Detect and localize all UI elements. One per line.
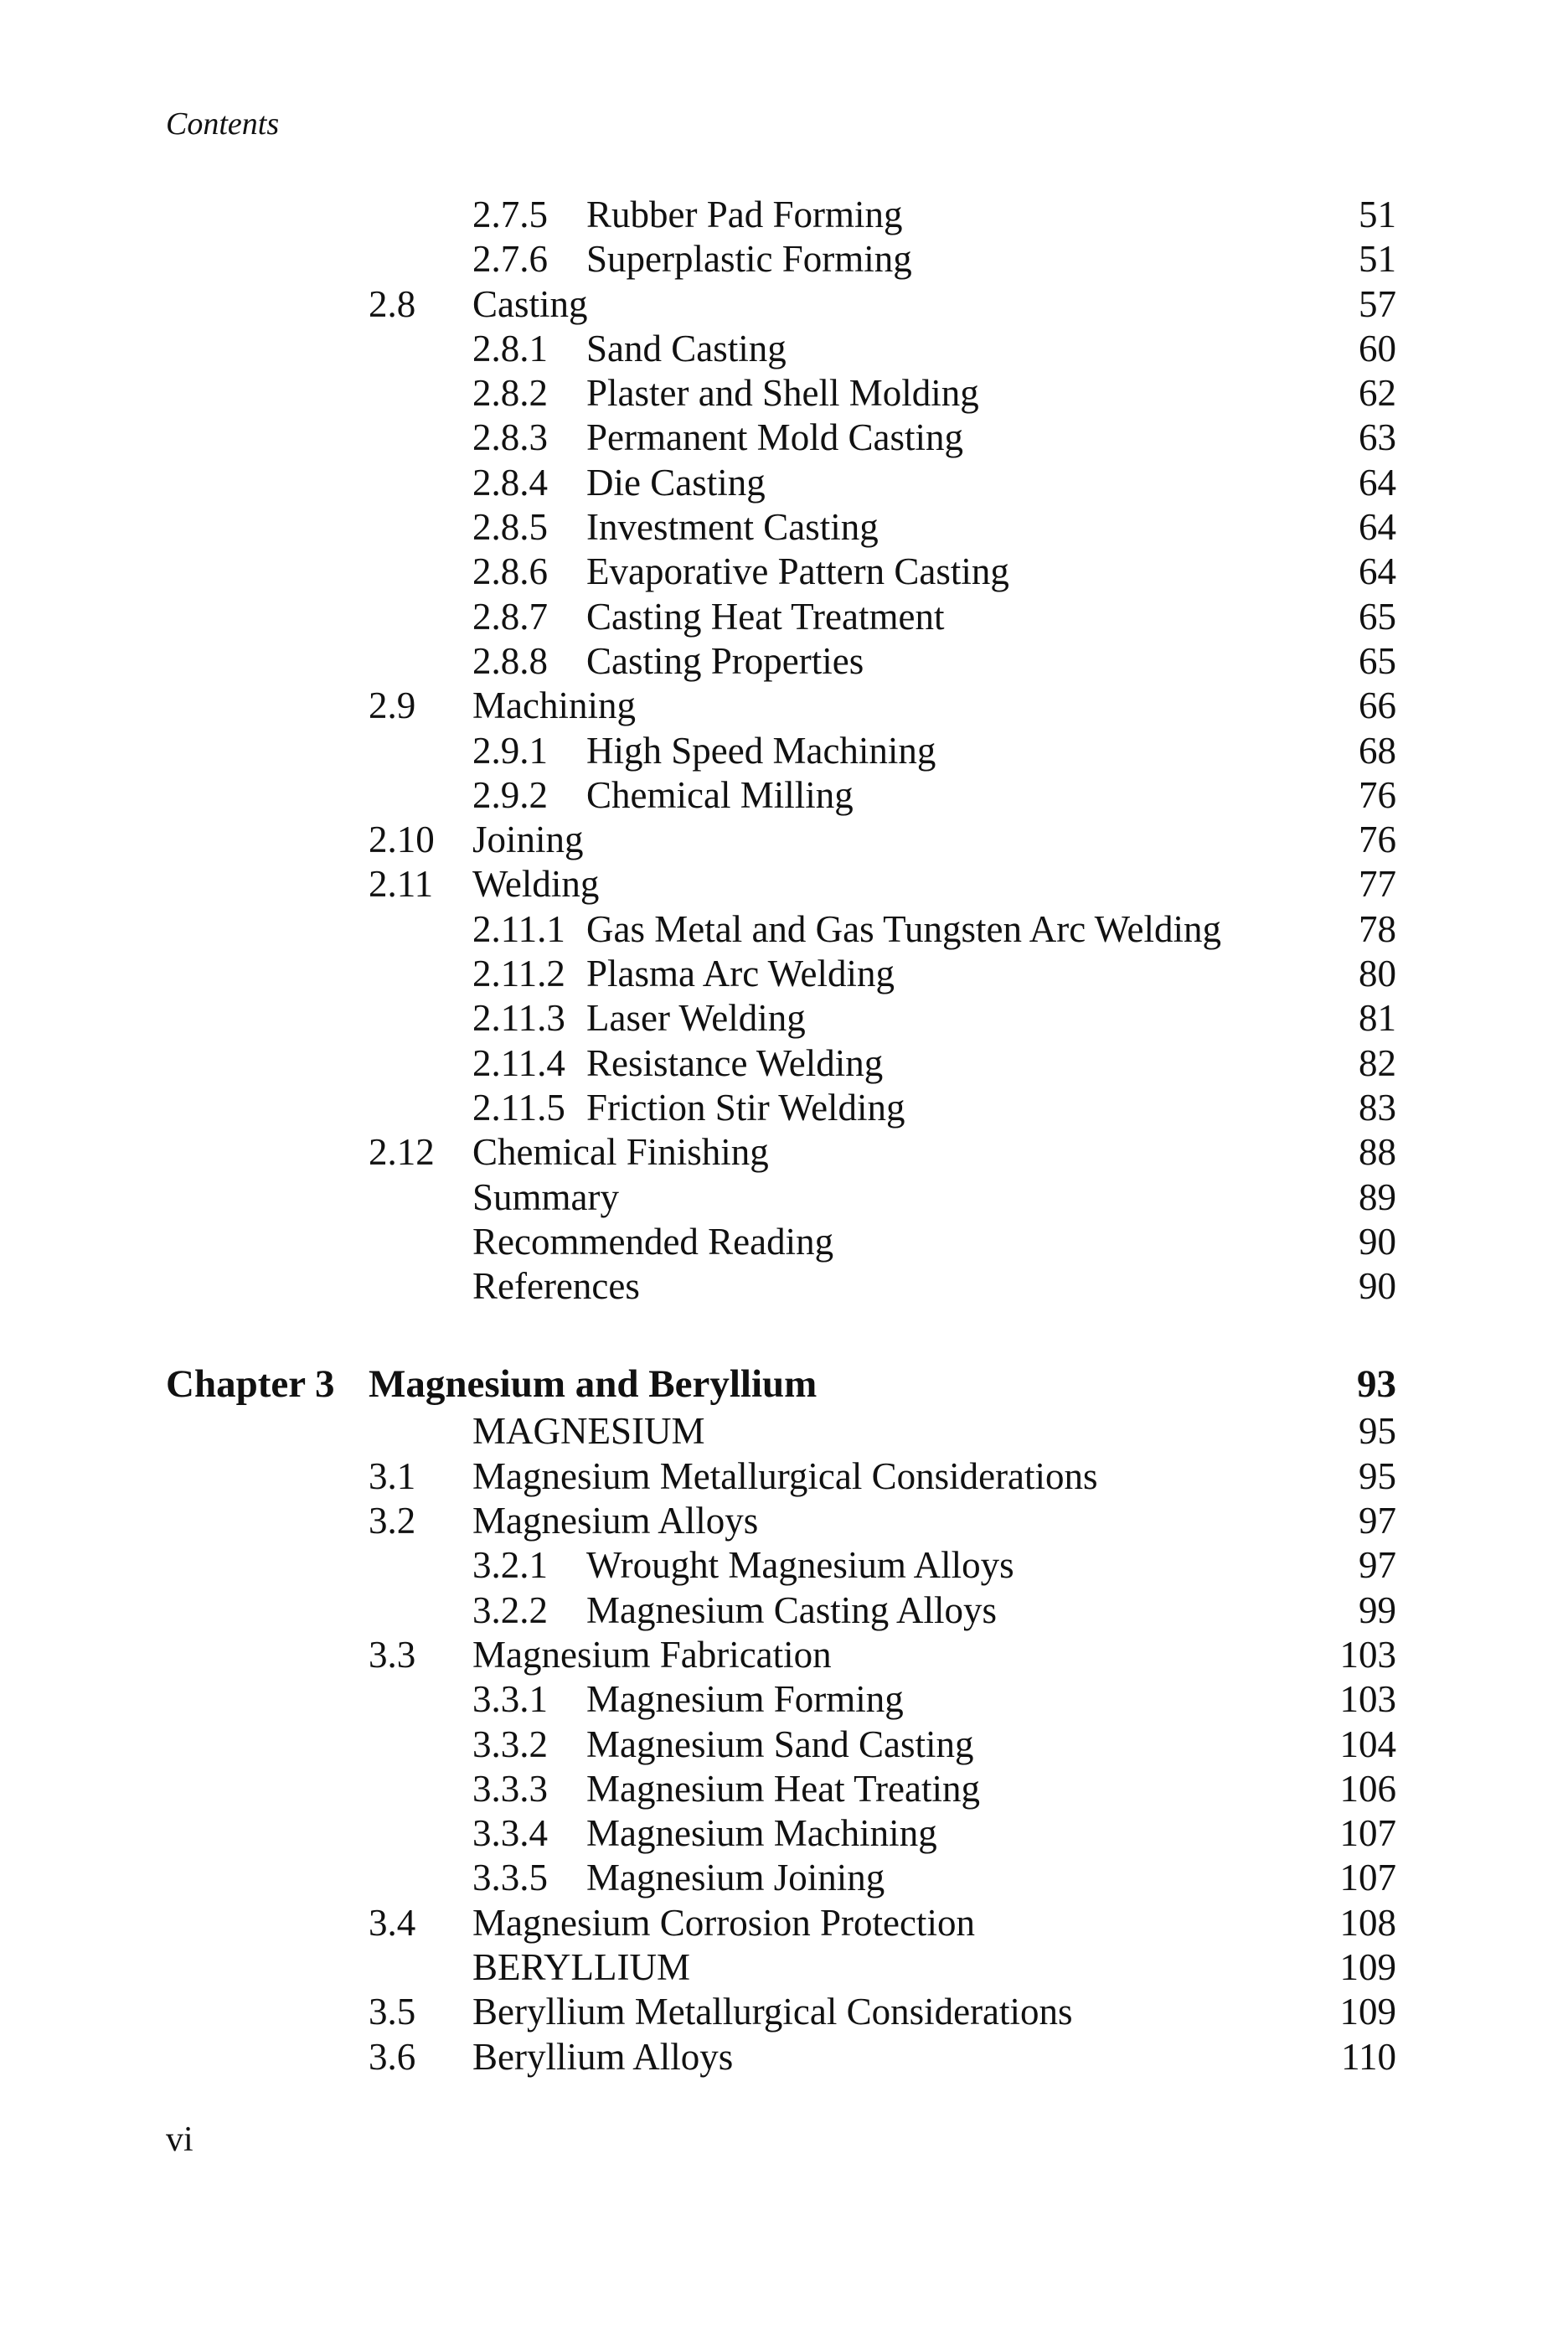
toc-entry-page-number: 82 xyxy=(1359,1041,1396,1084)
chapter-spacer xyxy=(0,1309,1568,1359)
toc-entry-page-number: 106 xyxy=(1339,1767,1396,1810)
toc-entry-number: 2.11.2 xyxy=(472,953,565,995)
toc-entry-number: 2.12 xyxy=(369,1131,435,1174)
toc-entry-page-number: 76 xyxy=(1359,773,1396,816)
toc-entry[interactable] xyxy=(0,1543,1568,1588)
toc-entry-title: High Speed Machining xyxy=(586,729,936,772)
toc-entry[interactable] xyxy=(0,818,1568,862)
toc-entry-page-number: 77 xyxy=(1359,863,1396,906)
toc-entry-title: Magnesium Casting Alloys xyxy=(586,1588,998,1631)
toc-entry-number: 2.8.3 xyxy=(472,416,548,459)
toc-entry[interactable] xyxy=(0,1633,1568,1677)
toc-entry-page-number: 95 xyxy=(1359,1410,1396,1453)
toc-entry-title: Beryllium Alloys xyxy=(472,2035,734,2078)
toc-entry[interactable] xyxy=(0,729,1568,773)
toc-entry-title: Chemical Finishing xyxy=(472,1131,769,1174)
toc-entry[interactable] xyxy=(0,1901,1568,1945)
toc-entry-page-number: 64 xyxy=(1359,506,1396,549)
toc-entry-title: Gas Metal and Gas Tungsten Arc Welding xyxy=(586,907,1221,950)
toc-entry-number: 2.11.3 xyxy=(472,997,565,1040)
toc-entry-title: Summary xyxy=(472,1175,619,1218)
toc-entry[interactable] xyxy=(0,862,1568,907)
toc-entry-page-number: 107 xyxy=(1339,1812,1396,1855)
toc-entry-number: 2.9.1 xyxy=(472,729,548,772)
toc-entry-page-number: 63 xyxy=(1359,416,1396,459)
toc-entry-page-number: 64 xyxy=(1359,461,1396,504)
toc-entry-title: Sand Casting xyxy=(586,327,787,369)
toc-entry[interactable] xyxy=(0,1677,1568,1722)
toc-entry-title: Magnesium Forming xyxy=(586,1678,904,1721)
toc-entry-number: 2.8.4 xyxy=(472,461,548,504)
toc-entry-number: 2.11.5 xyxy=(472,1086,565,1129)
toc-entry[interactable] xyxy=(0,684,1568,728)
toc-entry-page-number: 78 xyxy=(1359,907,1396,950)
chapter-heading[interactable] xyxy=(0,1359,1568,1409)
toc-entry-number: 3.3.2 xyxy=(472,1723,548,1765)
toc-entry[interactable] xyxy=(0,505,1568,550)
toc-entry-number: 3.3 xyxy=(369,1633,416,1676)
toc-entry-number: 2.8.5 xyxy=(472,506,548,549)
toc-entry-number: 3.4 xyxy=(369,1901,416,1944)
toc-entry-number: 3.3.1 xyxy=(472,1678,548,1721)
toc-entry[interactable] xyxy=(0,595,1568,639)
page-folio: vi xyxy=(166,2120,193,2159)
toc-entry[interactable] xyxy=(0,1856,1568,1900)
toc-entry[interactable] xyxy=(0,416,1568,460)
toc-entry-number: 3.5 xyxy=(369,1991,416,2033)
toc-entry-number: 2.10 xyxy=(369,819,435,861)
toc-entry-title: Resistance Welding xyxy=(586,1041,884,1084)
toc-entry-page-number: 103 xyxy=(1339,1633,1396,1676)
toc-entry-title: Magnesium Sand Casting xyxy=(586,1723,974,1765)
toc-entry[interactable] xyxy=(0,1041,1568,1086)
toc-part-chapter-3 xyxy=(0,1409,1568,2079)
toc-entry-title: Rubber Pad Forming xyxy=(586,194,903,235)
toc-entry-number: 3.2 xyxy=(369,1500,416,1542)
toc-entry-title: BERYLLIUM xyxy=(472,1945,691,1988)
toc-entry-title: Casting Heat Treatment xyxy=(586,595,945,638)
toc-entry-number: 3.6 xyxy=(369,2035,416,2078)
toc-entry-title: Die Casting xyxy=(586,461,766,504)
toc-entry-title: Magnesium Metallurgical Considerations xyxy=(472,1454,1098,1497)
toc-entry[interactable] xyxy=(0,1811,1568,1856)
toc-entry-number: 2.11.1 xyxy=(472,907,565,950)
toc-entry-page-number: 62 xyxy=(1359,372,1396,415)
toc-entry[interactable] xyxy=(0,237,1568,282)
toc-entry-number: 3.2.2 xyxy=(472,1588,548,1631)
toc-entry-number: 3.3.5 xyxy=(472,1857,548,1899)
toc-entry-title: MAGNESIUM xyxy=(472,1410,705,1453)
toc-entry-number: 2.11.4 xyxy=(472,1041,565,1084)
toc-entry[interactable] xyxy=(0,1086,1568,1130)
toc-entry-page-number: 97 xyxy=(1359,1500,1396,1542)
toc-entry-number: 2.11 xyxy=(369,863,434,906)
toc-entry-number: 3.3.4 xyxy=(472,1812,548,1855)
toc-entry-page-number: 103 xyxy=(1339,1678,1396,1721)
toc-entry-number: 2.9.2 xyxy=(472,773,548,816)
toc-entry-title: Laser Welding xyxy=(586,997,806,1040)
toc-entry-page-number: 51 xyxy=(1359,194,1396,235)
toc-entry-page-number: 89 xyxy=(1359,1175,1396,1218)
toc-entry[interactable] xyxy=(0,1945,1568,1990)
toc-entry-title: Machining xyxy=(472,684,636,727)
toc-entry-title: Evaporative Pattern Casting xyxy=(586,550,1009,593)
toc-entry-title: Magnesium Machining xyxy=(586,1812,937,1855)
toc-entry-title: Joining xyxy=(472,819,584,861)
toc-entry-number: 2.8 xyxy=(369,282,416,325)
toc-entry-title: Magnesium Heat Treating xyxy=(586,1767,980,1810)
chapter-title: Magnesium and Beryllium xyxy=(369,1362,818,1407)
toc-entry-page-number: 90 xyxy=(1359,1220,1396,1263)
toc-entry-number: 2.8.2 xyxy=(472,372,548,415)
toc-entry-number: 2.8.6 xyxy=(472,550,548,593)
toc-entry-page-number: 97 xyxy=(1359,1544,1396,1587)
toc-entry-number: 2.8.7 xyxy=(472,595,548,638)
toc-entry[interactable] xyxy=(0,193,1568,237)
toc-entry-title: Plasma Arc Welding xyxy=(586,953,895,995)
toc-entry-page-number: 76 xyxy=(1359,819,1396,861)
toc-entry-page-number: 95 xyxy=(1359,1454,1396,1497)
toc-entry-page-number: 83 xyxy=(1359,1086,1396,1129)
toc-entry-number: 3.1 xyxy=(369,1454,416,1497)
toc-entry-title: Magnesium Joining xyxy=(586,1857,885,1899)
toc-entry-title: Chemical Milling xyxy=(586,773,854,816)
toc-entry-page-number: 81 xyxy=(1359,997,1396,1040)
toc-entry-page-number: 107 xyxy=(1339,1857,1396,1899)
toc-entry[interactable] xyxy=(0,1499,1568,1543)
toc-entry[interactable] xyxy=(0,1175,1568,1220)
toc-entry[interactable] xyxy=(0,1130,1568,1175)
toc-entry[interactable] xyxy=(0,371,1568,416)
toc-entry-title: Magnesium Fabrication xyxy=(472,1633,832,1676)
toc-entry-title: Casting xyxy=(472,282,588,325)
toc-entry-number: 2.8.1 xyxy=(472,327,548,369)
toc-entry-title: Plaster and Shell Molding xyxy=(586,372,979,415)
toc-entry-number: 2.9 xyxy=(369,684,416,727)
toc-entry[interactable] xyxy=(0,327,1568,371)
toc-entry[interactable] xyxy=(0,1454,1568,1499)
chapter-label: Chapter 3 xyxy=(166,1362,335,1407)
chapter-page-number: 93 xyxy=(1357,1362,1396,1407)
toc-entry-number: 2.7.5 xyxy=(472,194,548,235)
toc-entry-title: Investment Casting xyxy=(586,506,879,549)
toc-entry-page-number: 65 xyxy=(1359,639,1396,682)
toc-entry-page-number: 64 xyxy=(1359,550,1396,593)
toc-entry-number: 3.3.3 xyxy=(472,1767,548,1810)
toc-entry-page-number: 90 xyxy=(1359,1265,1396,1308)
toc-entry-page-number: 65 xyxy=(1359,595,1396,638)
toc-entry-page-number: 109 xyxy=(1339,1991,1396,2033)
toc-entry[interactable] xyxy=(0,282,1568,327)
toc-entry-title: Wrought Magnesium Alloys xyxy=(586,1544,1014,1587)
toc-entry-title: References xyxy=(472,1265,640,1308)
toc-part-chapter-2 xyxy=(0,193,1568,1309)
toc-entry[interactable] xyxy=(0,639,1568,684)
toc-entry-title: Beryllium Metallurgical Considerations xyxy=(472,1991,1073,2033)
toc-entry[interactable] xyxy=(0,2035,1568,2079)
toc-entry[interactable] xyxy=(0,1990,1568,2034)
toc-entry-page-number: 88 xyxy=(1359,1131,1396,1174)
toc-entry[interactable] xyxy=(0,1723,1568,1767)
toc-entry-page-number: 80 xyxy=(1359,953,1396,995)
toc-entry-page-number: 110 xyxy=(1341,2035,1396,2078)
toc-entry-page-number: 108 xyxy=(1339,1901,1396,1944)
toc-entry-page-number: 104 xyxy=(1339,1723,1396,1765)
toc-entry-title: Welding xyxy=(472,863,600,906)
toc-entry-page-number: 51 xyxy=(1359,238,1396,281)
toc-entry[interactable] xyxy=(0,1767,1568,1811)
toc-entry-page-number: 57 xyxy=(1359,282,1396,325)
toc-entry-page-number: 109 xyxy=(1339,1945,1396,1988)
toc-entry-page-number: 99 xyxy=(1359,1588,1396,1631)
toc-entry-title: Recommended Reading xyxy=(472,1220,834,1263)
toc-entry-number: 3.2.1 xyxy=(472,1544,548,1587)
toc-entry-title: Magnesium Corrosion Protection xyxy=(472,1901,975,1944)
toc-entry[interactable] xyxy=(0,1220,1568,1264)
toc-entry-page-number: 60 xyxy=(1359,327,1396,369)
toc-entry-title: Permanent Mold Casting xyxy=(586,416,963,459)
toc-entry[interactable] xyxy=(0,952,1568,996)
toc-entry[interactable] xyxy=(0,461,1568,505)
toc-entry[interactable] xyxy=(0,773,1568,818)
toc-entry-page-number: 66 xyxy=(1359,684,1396,727)
toc-entry[interactable] xyxy=(0,550,1568,594)
running-head: Contents xyxy=(166,106,280,142)
toc-entry-number: 2.7.6 xyxy=(472,238,548,281)
toc-entry[interactable] xyxy=(0,996,1568,1041)
toc-entry[interactable] xyxy=(0,907,1568,952)
table-of-contents xyxy=(0,193,1568,2079)
toc-entry-title: Casting Properties xyxy=(586,639,864,682)
toc-entry-title: Friction Stir Welding xyxy=(586,1086,905,1129)
toc-entry[interactable] xyxy=(0,1588,1568,1633)
toc-entry[interactable] xyxy=(0,1409,1568,1454)
toc-entry-title: Magnesium Alloys xyxy=(472,1500,759,1542)
toc-entry-title: Superplastic Forming xyxy=(586,238,912,281)
toc-entry-number: 2.8.8 xyxy=(472,639,548,682)
toc-entry[interactable] xyxy=(0,1264,1568,1309)
toc-entry-page-number: 68 xyxy=(1359,729,1396,772)
